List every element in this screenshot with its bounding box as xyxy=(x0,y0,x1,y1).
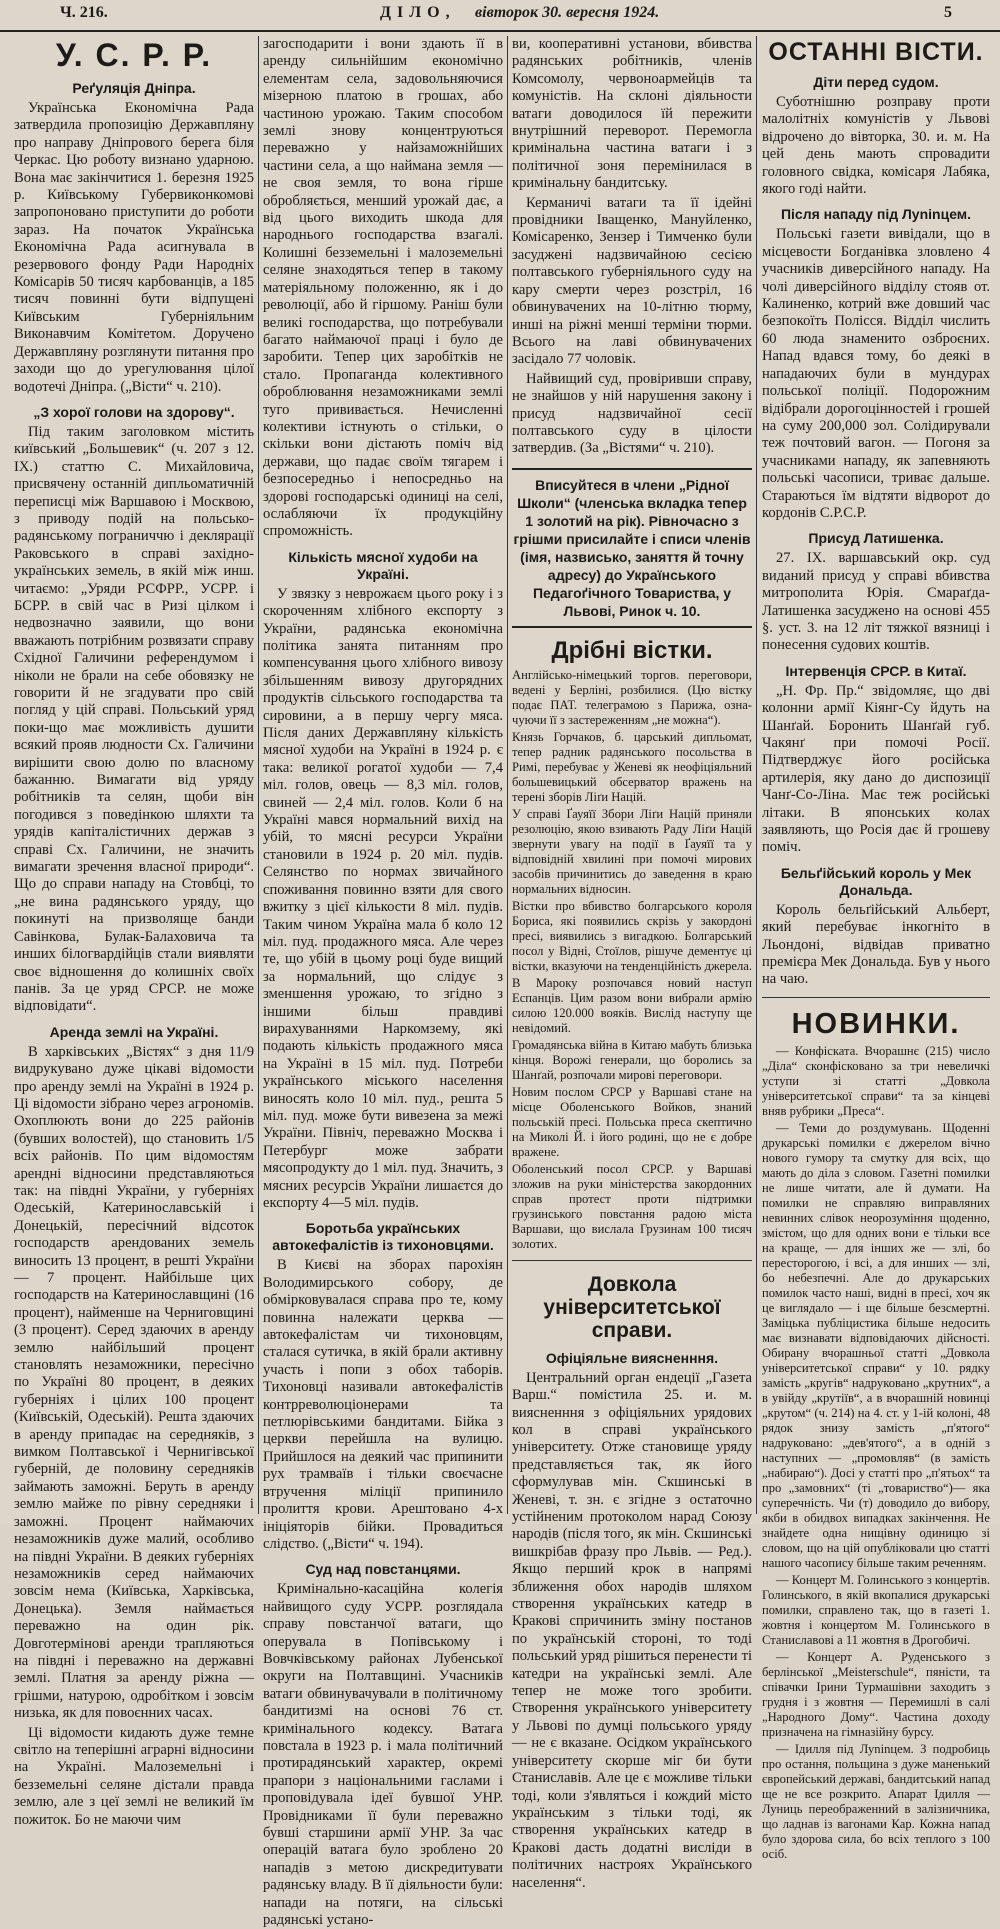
page-number: 5 xyxy=(944,4,952,21)
column-1 xyxy=(14,36,254,1828)
section-title-small-news: Дрібні вістки. xyxy=(551,636,713,664)
article-text: Польські газети вивідали, що в місцевости Богданівка зловлено 4 учасників диверсійного нападу. На чолі диверсійного відділу стояв от. Калиненко, котрий вже довший час безпокоїть Полісся. Відділ числить 60 люда знаменито озброєних. Напад вдався тому, бо деякі в нападаючих були в мундурах польської поліції. Подорожним відібрали дорогоцінностей і грошей на суму 200,000 зол. Солідирували теж почтовий вагон. — Погоня за учасниками нападу, як запевняють польські часописи, триває дальше. Стараються їм відтяти відворот до кордонів С.Р.С.Р. xyxy=(762,226,990,521)
issue-date: вівторок 30. вересня 1924. xyxy=(475,4,660,21)
article-text: Найвищий суд, провіривши справу, не знайшов у ній нарушення закону і присуд надзвичайної сесії полтавського суду в цілости затвердив. (За „Вістями“ ч. 210). xyxy=(512,370,752,457)
article-text: Під таким заголовком містить київський „Большевик“ (ч. 207 з 12. IX.) статтю С. Михайловича, присвячену останній дипльоматичній переписці між Варшавою і Москвою, з приводу подій на польсько-радянському пограниччю і деклярації Раковського в справі західно-українських земель, в якій між инш. читаємо: „Уряди РСФРР., УСРР. і БСРР. в свій час в Ризі цілком і недвозначно заявили, що вони вважають потрібним розвязати справу Східної Галичини референдумом і ніколи не брали на себе обовязку не говорити й не згадувати про свій погляд у цій справі. Польський уряд поки-що має можливість душити всякий прояв людности Сх. Галичини вирішити свою долю по власному бажанню. Вимагати від уряду робітників та селян, щоби він погодився з поведінкою шляхти та урядів капіталістичних держав з справі Сх. Галичини, не значить вимагати зречення власної природи“. Що до справи нападу на Стовбці, то „не вина радянського уряду, що покинуті на призволяще банди Савінкова, Булак-Балаховича та инших білогвардійців стали виявляти своє відношення до колишніх своїх панів. За це уряд СРСР. не може відповідати“. xyxy=(14,423,254,1015)
section-title-usrr: У. С. Р. Р. xyxy=(55,37,213,73)
article-text: Керманичі ватаги та її ідейні провідники Іващенко, Мануйленко, Комісаренко, Зензер і Тимченко були засуджені надзвичайною сесією полтавського губерніяльного суду на кару смерти через розстріл, 16 обвинувачених на 10-літню тюрму, инші на ріжні менші терміни тюрми. Всього на лаві обвинувачених засідало 77 чоловік. xyxy=(512,194,752,368)
column-divider xyxy=(258,36,259,1514)
small-news-list xyxy=(512,668,752,1252)
article-text: Король бельґійський Альберт, який перебуває інкогніто в Льондоні, відвідав приватно премієра Мек Дональда. Був у нього на чаю. xyxy=(762,901,990,988)
article-text: В Києві на зборах парохіян Володимирського собору, де обмірковувалася справа про те, кому повинна належати церква — автокефалістам чи тихоновцям, сталася сутичка, в якій брали активну участь і попи з обох таборів. Тихоновці називали автокефалістів контрреволюціонерами та петлюрівськими бандитами. Бійка з церкви перейшла на вулицю. Прийшлося на деякий час припинити рух трамваїв і тільки своєчасне втручення міліції припинило пролиття крови. Арештовано 4-х ініціяторів бійки. Провадиться слідство. („Вісти“ ч. 194). xyxy=(263,1257,503,1552)
section-title-novynky: НОВИНКИ. xyxy=(791,1007,961,1040)
article-text: 27. IX. варшавський окр. суд виданий присуд у справі вбивства митрополита Юрія. Смараґда-Латишенка засуджено на основі 455 §. уст. 3. на 12 літ тяжкої вязниці і понесення судових коштів. xyxy=(762,550,990,654)
column-2 xyxy=(263,36,503,1929)
article-text: загосподарити і вони здають її в аренду сильнійшим економічно елементам села, задовольняючися мізерною платою в грошах, або частиною урожаю. Таким способом землі знову концентруються переважно у найзаможнійших частини села, а що наймана земля — не своя земля, то вона гірше обробляється, менший урожай дає, а від цього виходить шкода для народнього господарства взагалі. Колишні безземельні і малоземельні селяне знаходяться тепер в такому матеріяльному положенню, як і до революції, або й гіршому. Раніш були великі господарства, що потребували багато наймаючої праці і було де заробити. Тепер цих заробітків не стало. Пропаганда колективного оброблювання незаможниками землі туго прививається. Нечисленні колективи істнують о стільки, о скільки вони дістають поміч від держави, що падає своїм тягарем і безпосередньо і непосредньо на здорові господарські одиниці на селі, ослабляючи їх продукційну спроможність. xyxy=(263,36,503,540)
article-text: ви, кооперативні установи, вбивства радянських робітників, членів Комсомолу, червоноармейців та комуністів. На склоні діяльности ватаги доводилося їй пережити внутрішний переворот. Перемогла кримінальна частина ватаги і з політичної зоня перемінилася в кримінальну бандитську. xyxy=(512,36,752,192)
article-text: В харківських „Вістях“ з дня 11/9 видрукувано дуже цікаві відомости про аренду землі на Україні в 1924 р. Ці відомости зібрано через агрономів. Охоплюють вони до 225 районів (бувших волостей), що становить 1/5 всіх районів. По цим відомостям арендні відносини представляються так: на півдні України, у губерніях Одеській, Катеринославській і Донецькій, пересічний відсоток господарств арендованих земель виносить 13 процент, в решті України — 7 процент. Найбільше цих господарств на Катеринославщині (16 процент), найменше на Черниговщині (3 процент). Серед здаючих в аренду землю найбільший процент становлять незаможники, пересічно по Україні 80 процент, в деяких губерніях і цілих 100 процент (Київській, Одеській). Решта здаючих в аренду припадає на середняків, з вимком Полтавської і Чернигівської губерній, де половину середняків займають заможні. Беруть в аренду землю майже по рівну середняки і заможні. Процент наймаючих незаможників дуже малий, особливо на півдні України. В деяких губерніях незаможників серед наймаючих зовсім нема (Київська, Харківська, Донецька). Земля наймається переважно на один рік. Довготермінові аренди трапляються на півдні і переважно на державні землі. Платня за аренду ріжна — грішми, натурою, одробітком і зовсім низька, як для повоєнних часах. xyxy=(14,1043,254,1722)
article-subtitle: Офіціяльне виясненння. xyxy=(545,1349,719,1366)
list-item: Вістки про вбивство болгарського короля Бориса, які появились скрізь у закордоні пресі, виявились з вигадкою. Болгарський посол у Відні, Стоїлов, рішуче дементує ці вістки, вказуючи на тенденційність джерела. xyxy=(512,898,753,973)
list-item: — Концерт А. Руденського з берлінської „Meisterschule“, пяністи, та співачки Ірини Турмашівни заходить з грудня і з жовтня — Перемишлі в салі „Народного Дому“. Частина доходу призначена на гімназійну бурсу. xyxy=(762,1649,990,1739)
article-text: Центральний орган ендеції „Газета Варш.“ помістила 25. и. м. виясненння з офіціяльних урядових кол в справі українського університету. Отже становище уряду представляється так, як його сформулував мін. Скшинські в Женеві, т. зн. є згідне з остаточно устійненим протоколом нарад Союзу народів (після того, як мін. Скшинські вишкрібав фразу про Львів. — Ред.). Якщо перший крок в напрямі зближення обох народів шляхом створення українських катедр в Кракові спричинить зміну постанов по українській стороні, то тоді польський уряд рішиться перенести ті катедри на українські землі. Але тепер не може того зробити. Створення українського університету у Львові по думці польського уряду — не є вказане. Осідком українського університету скорше міг би бути Станиславів. Але це є можливе тільки тоді, коли з'являться і кождий місто українським з тільки тоді, як створення українських катедр в Кракові дасть додатні висліди в політичних настроях Українського населення“. xyxy=(512,1369,752,1891)
column-divider xyxy=(756,36,757,1514)
article-title-university: Довкола університетської справи. xyxy=(543,1272,721,1342)
list-item: — Конфіската. Вчорашнє (215) число „Діла“ сконфісковано за три невеличкі уступи зі статті „Довкола університетської справи“ та за кінцеві вняв рубрики „Преса“. xyxy=(762,1043,990,1118)
article-title: Після нападу під Луninцем. xyxy=(780,206,972,223)
divider xyxy=(512,1260,752,1261)
masthead xyxy=(0,0,1000,32)
article-text: „Н. Фр. Пр.“ звідомляє, що дві колонни армії Кіянг-Су йдуть на Шанґай. Боронить Шанґай губ. Чакянґ при помочі Росії. Підтверджує його російська артилерія, яку дано до диспозиції Чанґ-Со-Ліна. Має теж російські літаки. В японських колах заявляють, що Росія дає й грошеву поміч. xyxy=(762,682,990,856)
article-title: Боротьба українських автокефалістів із тихоновцями. xyxy=(272,1220,494,1254)
list-item: Оболенський посол СРСР. у Варшаві зложив на руки міністерства закордонних справ протест проти підтримки грузинського повстання радою міста Варшави, що вислала Грузинам 100 тисяч золотих. xyxy=(512,1161,752,1251)
list-item: Громадянська війна в Китаю мабуть близька кінця. Ворожі генерали, що боролись за Шанґай, розпочали мирові переговори. xyxy=(512,1037,752,1082)
column-3 xyxy=(512,36,753,1891)
newspaper-title: ДІЛО, xyxy=(380,4,456,21)
list-item: В Мароку розпочався новий наступ Еспанців. Цим разом вони вибрали армію силою 120.000 вояків. Вислід наступу ще невідомий. xyxy=(512,975,752,1035)
list-item: Англійсько-німецький торгов. переговори, ведені у Берліні, розбилися. (Цю вістку подає ПАТ. телеграмою з Парижа, означуючи її з застереженням „не можна“). xyxy=(512,667,752,727)
list-item: — Теми до роздумувань. Щоденні друкарські помилки є джерелом вічно нового гумору та смутку для всіх, що мають до діла з словом. Газетні помилки не лише читати, але й думати. На помилки не справляю виправляних невинних слівок неорозуміння щоденно, змістом, що для одних вони е тільки все на краще, — для інших же — злі, бо пересторогою, і всі, а для инших — злі, бо небезпечні. Але до друкарських помилок часто наші, видні в пресі, хоч як це виглядало — і ще більше безсмертні. Заміцька публіцистика більше недосить має визнавати відповідаючих дійсності. Обирану вчорашньої статті „Довкола університетської справи“ у 10. рядку замість „кругів“ надруковано „крутних“, а в увійду „крутіїв“, а в вчорашній новинці „крутом“ (ч. 214) на 4. ст. у 1-ій колоні, 48 рядок знизу замість „п'ятого“ надруковано: „дев'ятого“, а в одній з наступних — „промовляв“ (в замість „набираю“). Досі у статті про „п'ятьох“ та про „замовних“ (ті „товариство“)— яка суперечність. Чи (т) доводило до вибору, якби в обидвох випадках закінчення. Не знайдете одна нищівну одиницю зі словом, що на цій опубліковали цю статті нашого часопису більше таким реченням. xyxy=(762,1120,990,1570)
news-list xyxy=(762,1044,990,1862)
article-text: Українська Економічна Рада затвердила пропозицію Державпляну про направу Дніпрового берега біля Черкас. Цю роботу визнано ударною. Вона має закінчитися 1. березня 1925 р. Київському Губервиконкомові запропоновано приступити до роботи зараз. На початок Українська Економічна Рада асигнувала в резервового фонду Ради Народніх Комісарів 50 тисяч карбованців, а 185 тисяч повинні бути відпущені Київським Губерніяльним Виконавчим Комітетом. Доручено Державпляну розглянути питання про заходи що до урегулювання цілої водотечі Дніпра. („Вісти“ ч. 210). xyxy=(14,100,254,395)
article-title: Реґуляція Дніпра. xyxy=(72,80,196,96)
article-title: Присуд Латишенка. xyxy=(808,530,944,547)
article-text: Ці відомости кидають дуже темне світло на теперішні аграрні відносини на Україні. Малоземельні і безземельні селяне дістали правда землю, але з цеї землі не великий їм пожиток. Бо не маючи чим xyxy=(14,1724,254,1828)
column-divider xyxy=(507,36,508,1514)
article-title: Інтервенція СРСР. в Китаї. xyxy=(785,662,967,679)
list-item: — Ідилля під Луninцем. З подробиць про остання, польщина з дуже маненький європейський державі, бандитський напад ще не все розкрито. Апарат Ідилля — Луниць переображенний в залізничника, що ладнав із вагонами Кар. Кожна напад було здорова сила, бо всіх теплого з 100 осіб. xyxy=(762,1741,990,1861)
divider xyxy=(762,997,990,998)
article-text: Суботнішню розправу проти малолітніх комуністів у Львові відрочено до вівторка, 30. и. м. На цей день мають спровадити головного свідка, комісаря Лабяка, якого годі найти. xyxy=(762,94,990,198)
article-title: „З хорої голови на здорову“. xyxy=(33,403,235,420)
list-item: Князь Горчаков, б. царський дипльомат, тепер радник радянського посольства в Римі, перебуває у Женеві як неофіціяльний большевицький обсерватор вражень на терені зборів Ліґи Націй. xyxy=(512,729,752,804)
announcement-box: Вписуйтеся в члени „Рідної Школи“ (членська вкладка тепер 1 золотий на рік). Рівночасно з грішми присилайте і списи членів (імя, назвисько, заняття й точну адресу) до Українського Педагоґічного Товариства, у Львові, Ринок ч. 10. xyxy=(512,468,752,628)
article-text: У звязку з неврожаєм цього року і з скороченням хлібного експорту з України, радянська економічна політика занята питанням про компенсування цього хлібного вивозу збільшенням вивозу другорядних продуктів сільського господарства та сировини, а в першу чергу мяса. Після даних Державпляну кількість мясної худоби на Україні в 1924 р. є така: великої рогатої худоби — 7,4 міл. голов, овець — 8,3 міл. голов, свиней — 2,4 міл. голов. Коли б на Україні мався нормальний вихід на убій, то мясні ресурси України становили в 1924 р. 20 міл. пудів. Селянство по нормах звичайного споживання повинно взяти для свого вжитку з цієї кількости 8 міл. пудів. Таким чином Україна мала б коло 12 міл. пуд. продажного мяса. Але через те, що убій в цьому році буде вищий за нормальний, що слідує з зменшення урожаю, то згідно з іншими більш правдиві вирахуваннями Наркомзему, які подають кількість продажного мяса на Україні в 15 міл. пуд. Потреби українського міського населення виносять коло 10 міл. пуд., решта 5 міл. пуд. може бути вивезена за межі України. Північ, переважно Москва і Петербург може забрати мясопродукту до 1 міл. пуд. Значить, з мясних ресурсів України лишаєтся до експорту 4—5 міл. пудів. xyxy=(263,585,503,1211)
article-title: Діти перед судом. xyxy=(813,74,939,90)
list-item: У справі Ґауяїї Збори Ліґи Націй приняли резолюцію, якою взивають Раду Ліґи Націй звернути увагу на події в Ґауяїї та у відповідній хвилині при помочі мирових засобів причинитись до заведення в краю нормальних відносин. xyxy=(512,806,752,896)
article-title: Суд над повстанцями. xyxy=(305,1561,461,1578)
article-title: Аренда землі на Україні. xyxy=(49,1023,219,1040)
section-title-latest-news: ОСТАННІ ВІСТИ. xyxy=(768,38,984,66)
article-title: Бельґійський король у Мек Дональда. xyxy=(780,864,972,898)
article-text: Кримінально-касаційна колегія найвищого суду УСРР. розглядала справу повстанчої ватаги, що оперувала в Попівському і Вовчківському районах Лубенської округи на Полтавщині. Учасників ватаги обвинувачували в політичному бандитизмі на основі 76 ст. кримінального кодексу. Ватага повстала в 1923 р. і мала політичний протирадянський характер, окремі прапори з національними гаслами і проповідувала ідеї бувшої УНР. Провідниками її були переважно бувші старшини армії УНР. За час операцій ватага було зроблено 20 нападів з метою дискредитувати радянську владу. В її діяльности були: напади на потяги, на сільські радянські устано- xyxy=(263,1581,503,1929)
article-title: Кількість мясної худоби на Україні. xyxy=(288,548,478,582)
column-4 xyxy=(762,36,990,1861)
list-item: — Концерт М. Голинського з концертів. Голинського, в якій вкопалися друкарські помилки, справлено так, що в газеті 1. жовтня і концертом М. Голинського в Станиславові а 11 жовтня в Дрогобичі. xyxy=(762,1572,990,1647)
issue-number: Ч. 216. xyxy=(60,4,108,21)
list-item: Новим послом СРСР у Варшаві стане на місце Оболенського Войков, знаний польській пресі. Польська преса скептично на Миколі Й. і його родині, що не є добре вражене. xyxy=(512,1084,752,1159)
